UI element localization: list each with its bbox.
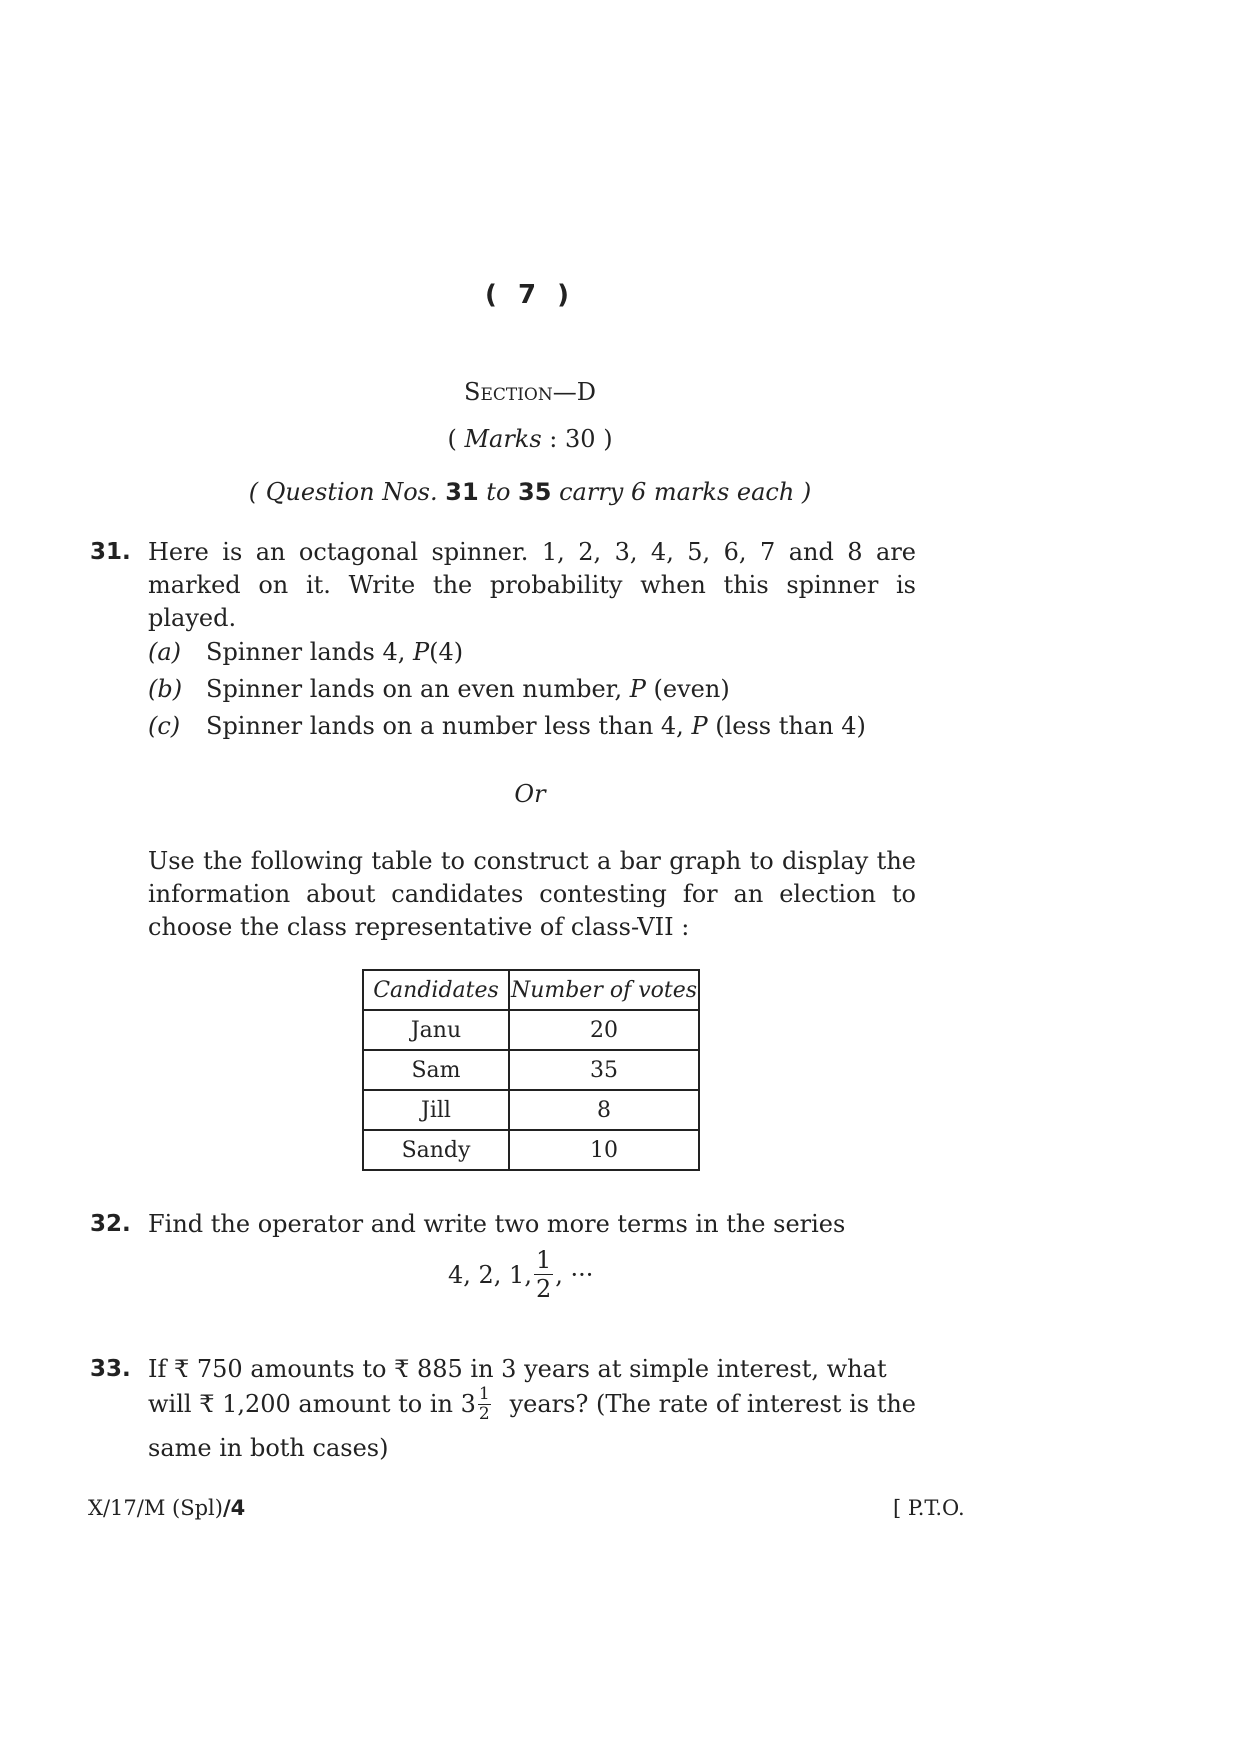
option-c-prob: P (691, 712, 708, 740)
line-2-post: years? (The rate of interest is the (509, 1390, 916, 1418)
question-31-option-a (148, 636, 463, 669)
table-cell-votes: 8 (509, 1090, 699, 1130)
instruction-pre: ( Question Nos. (248, 478, 438, 506)
table-row (363, 1090, 699, 1130)
table-header-candidates: Candidates (363, 970, 509, 1010)
question-33-number: 33. (90, 1356, 131, 1382)
line-2-pre: will ₹ 1,200 amount to in 3 (148, 1390, 476, 1418)
table-header-votes: Number of votes (509, 970, 699, 1010)
or-divider: Or (514, 780, 546, 808)
paper-code-text: X/17/M (Spl) (88, 1496, 223, 1520)
option-c-prob-arg: (less than 4) (707, 712, 866, 740)
series-suffix: , ··· (555, 1260, 594, 1289)
option-c-text: Spinner lands on a number less than 4, (206, 712, 692, 740)
section-title: Section—D (464, 378, 596, 406)
number-series (448, 1248, 593, 1301)
table-cell-votes: 35 (509, 1050, 699, 1090)
question-33-line-1: If ₹ 750 amounts to ₹ 885 in 3 years at simple interest, what (148, 1355, 887, 1383)
question-32-number: 32. (90, 1211, 131, 1237)
instruction-to: 35 (518, 478, 552, 506)
table-row (363, 1010, 699, 1050)
pto-label: [ P.T.O. (893, 1496, 965, 1520)
question-31-number: 31. (90, 539, 131, 565)
table-cell-candidate: Sam (363, 1050, 509, 1090)
option-a-text: Spinner lands 4, (206, 638, 413, 666)
series-fraction-numerator: 1 (535, 1246, 552, 1274)
question-31-option-b (148, 673, 730, 706)
table-cell-candidate: Sandy (363, 1130, 509, 1170)
table-cell-votes: 10 (509, 1130, 699, 1170)
table-cell-candidate: Jill (363, 1090, 509, 1130)
instruction-mid: to (486, 478, 511, 506)
option-b-prob-arg: (even) (645, 675, 730, 703)
table-header-row (363, 970, 699, 1010)
series-fraction-denominator: 2 (535, 1275, 552, 1303)
line-2-fraction-denominator: 2 (478, 1404, 490, 1424)
votes-table (362, 969, 700, 1171)
question-33-line-3: same in both cases) (148, 1434, 389, 1462)
table-row (363, 1130, 699, 1170)
paper-code-page: /4 (222, 1496, 246, 1520)
option-b-label: (b) (148, 675, 183, 703)
section-marks: ( Marks : 30 ) (447, 425, 613, 453)
table-cell-candidate: Janu (363, 1010, 509, 1050)
section-instruction (0, 478, 1060, 506)
instruction-post: carry 6 marks each ) (559, 478, 812, 506)
line-2-fraction-numerator: 1 (478, 1384, 490, 1404)
paper-code (88, 1496, 245, 1520)
table-row (363, 1050, 699, 1090)
page-number: ( 7 ) (485, 280, 575, 310)
table-cell-votes: 20 (509, 1010, 699, 1050)
series-prefix: 4, 2, 1, (448, 1260, 532, 1289)
line-2-fraction (478, 1386, 491, 1423)
question-31-alt-text: Use the following table to construct a bar graph to display the information about candidates contesting for an election to choose the class representative of class-VII : (148, 847, 916, 941)
marks-label: Marks (464, 425, 542, 453)
question-32-text: Find the operator and write two more terms in the series (148, 1210, 846, 1238)
option-c-label: (c) (148, 712, 181, 740)
option-b-text: Spinner lands on an even number, (206, 675, 630, 703)
series-fraction (534, 1248, 553, 1301)
option-a-label: (a) (148, 638, 182, 666)
question-31-option-c (148, 710, 866, 743)
line-2-left (148, 1386, 493, 1423)
question-31-text: Here is an octagonal spinner. 1, 2, 3, 4, 5, 6, 7 and 8 are marked on it. Write the probability when this spinner is played. (148, 538, 916, 632)
question-33-line-2 (148, 1386, 916, 1423)
instruction-from: 31 (445, 478, 479, 506)
option-a-prob-arg: (4) (429, 638, 464, 666)
option-b-prob: P (629, 675, 646, 703)
option-a-prob: P (412, 638, 430, 666)
marks-value: : 30 (549, 425, 596, 453)
